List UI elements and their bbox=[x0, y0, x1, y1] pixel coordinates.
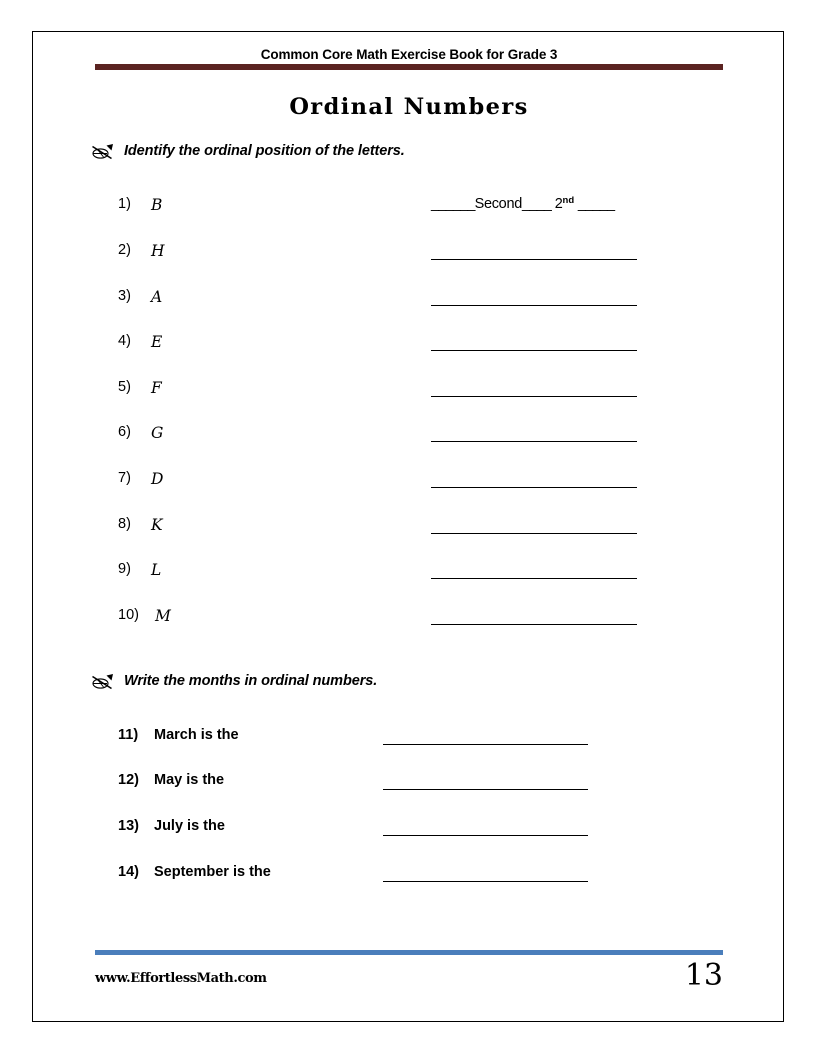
answer-blank[interactable] bbox=[431, 533, 637, 534]
question-number: 1) bbox=[118, 196, 131, 212]
answer-blank[interactable] bbox=[431, 396, 637, 397]
answer-blank[interactable] bbox=[431, 441, 637, 442]
question-letter: A bbox=[151, 288, 163, 306]
question-letter: D bbox=[151, 470, 164, 488]
question-letter: L bbox=[151, 561, 162, 579]
question-number: 13) bbox=[118, 818, 139, 834]
question-number: 10) bbox=[118, 607, 139, 623]
sample-word: Second bbox=[474, 196, 522, 212]
question-letter: E bbox=[151, 333, 163, 351]
question-number: 3) bbox=[118, 288, 131, 304]
question-row bbox=[118, 196, 678, 222]
sample-trail-underscores: _____ bbox=[577, 196, 615, 212]
question-row bbox=[118, 727, 678, 753]
section-1-instruction-text: Identify the ordinal position of the letters. bbox=[124, 143, 405, 159]
question-number: 12) bbox=[118, 772, 139, 788]
question-row bbox=[118, 864, 678, 890]
sample-mid-underscores: ____ bbox=[521, 196, 552, 212]
question-row bbox=[118, 561, 678, 587]
question-number: 2) bbox=[118, 242, 131, 258]
question-number: 5) bbox=[118, 379, 131, 395]
page-title: Ordinal Numbers bbox=[289, 94, 529, 120]
answer-blank[interactable] bbox=[383, 881, 588, 882]
answer-blank[interactable] bbox=[431, 578, 637, 579]
question-row bbox=[118, 288, 678, 314]
question-letter: H bbox=[151, 242, 165, 260]
answer-blank[interactable] bbox=[431, 624, 637, 625]
question-number: 11) bbox=[118, 727, 139, 743]
sample-lead-underscores: ______ bbox=[431, 196, 475, 212]
section-1-instruction bbox=[90, 141, 405, 161]
question-row bbox=[118, 424, 678, 450]
question-text: September is the bbox=[154, 864, 271, 880]
running-header-title: Common Core Math Exercise Book for Grade 3 bbox=[260, 47, 558, 62]
question-letter: M bbox=[155, 607, 171, 625]
question-number: 6) bbox=[118, 424, 131, 440]
answer-blank[interactable] bbox=[431, 487, 637, 488]
question-row bbox=[118, 333, 678, 359]
answer-blank[interactable] bbox=[431, 350, 637, 351]
footer-website-url[interactable]: www.EffortlessMath.com bbox=[95, 971, 267, 986]
question-row bbox=[118, 470, 678, 496]
sample-number: 2 bbox=[554, 196, 563, 212]
question-row bbox=[118, 379, 678, 405]
question-row bbox=[118, 772, 678, 798]
question-text: March is the bbox=[154, 727, 239, 743]
section-2-instruction bbox=[90, 671, 377, 691]
question-row bbox=[118, 818, 678, 844]
question-text: July is the bbox=[154, 818, 225, 834]
question-number: 8) bbox=[118, 516, 131, 532]
header-divider-rule bbox=[95, 64, 723, 70]
answer-blank[interactable] bbox=[383, 744, 588, 745]
question-text: May is the bbox=[154, 772, 225, 788]
question-number: 14) bbox=[118, 864, 139, 880]
question-number: 7) bbox=[118, 470, 131, 486]
question-letter: K bbox=[151, 516, 163, 534]
footer-divider-rule bbox=[95, 950, 723, 955]
question-letter: F bbox=[151, 379, 162, 397]
page-number: 13 bbox=[684, 958, 723, 993]
sample-ordinal-suffix: nd bbox=[562, 195, 575, 206]
pen-nib-icon bbox=[90, 671, 115, 691]
sample-answer bbox=[431, 195, 643, 212]
question-letter: B bbox=[151, 196, 163, 214]
answer-blank[interactable] bbox=[431, 259, 637, 260]
question-number: 9) bbox=[118, 561, 131, 577]
question-row bbox=[118, 516, 678, 542]
pen-nib-icon bbox=[90, 141, 115, 161]
question-letter: G bbox=[151, 424, 164, 442]
answer-blank[interactable] bbox=[383, 789, 588, 790]
answer-blank[interactable] bbox=[431, 305, 637, 306]
answer-blank[interactable] bbox=[383, 835, 588, 836]
question-row bbox=[118, 607, 678, 633]
section-2-instruction-text: Write the months in ordinal numbers. bbox=[124, 673, 378, 689]
question-row bbox=[118, 242, 678, 268]
question-number: 4) bbox=[118, 333, 131, 349]
